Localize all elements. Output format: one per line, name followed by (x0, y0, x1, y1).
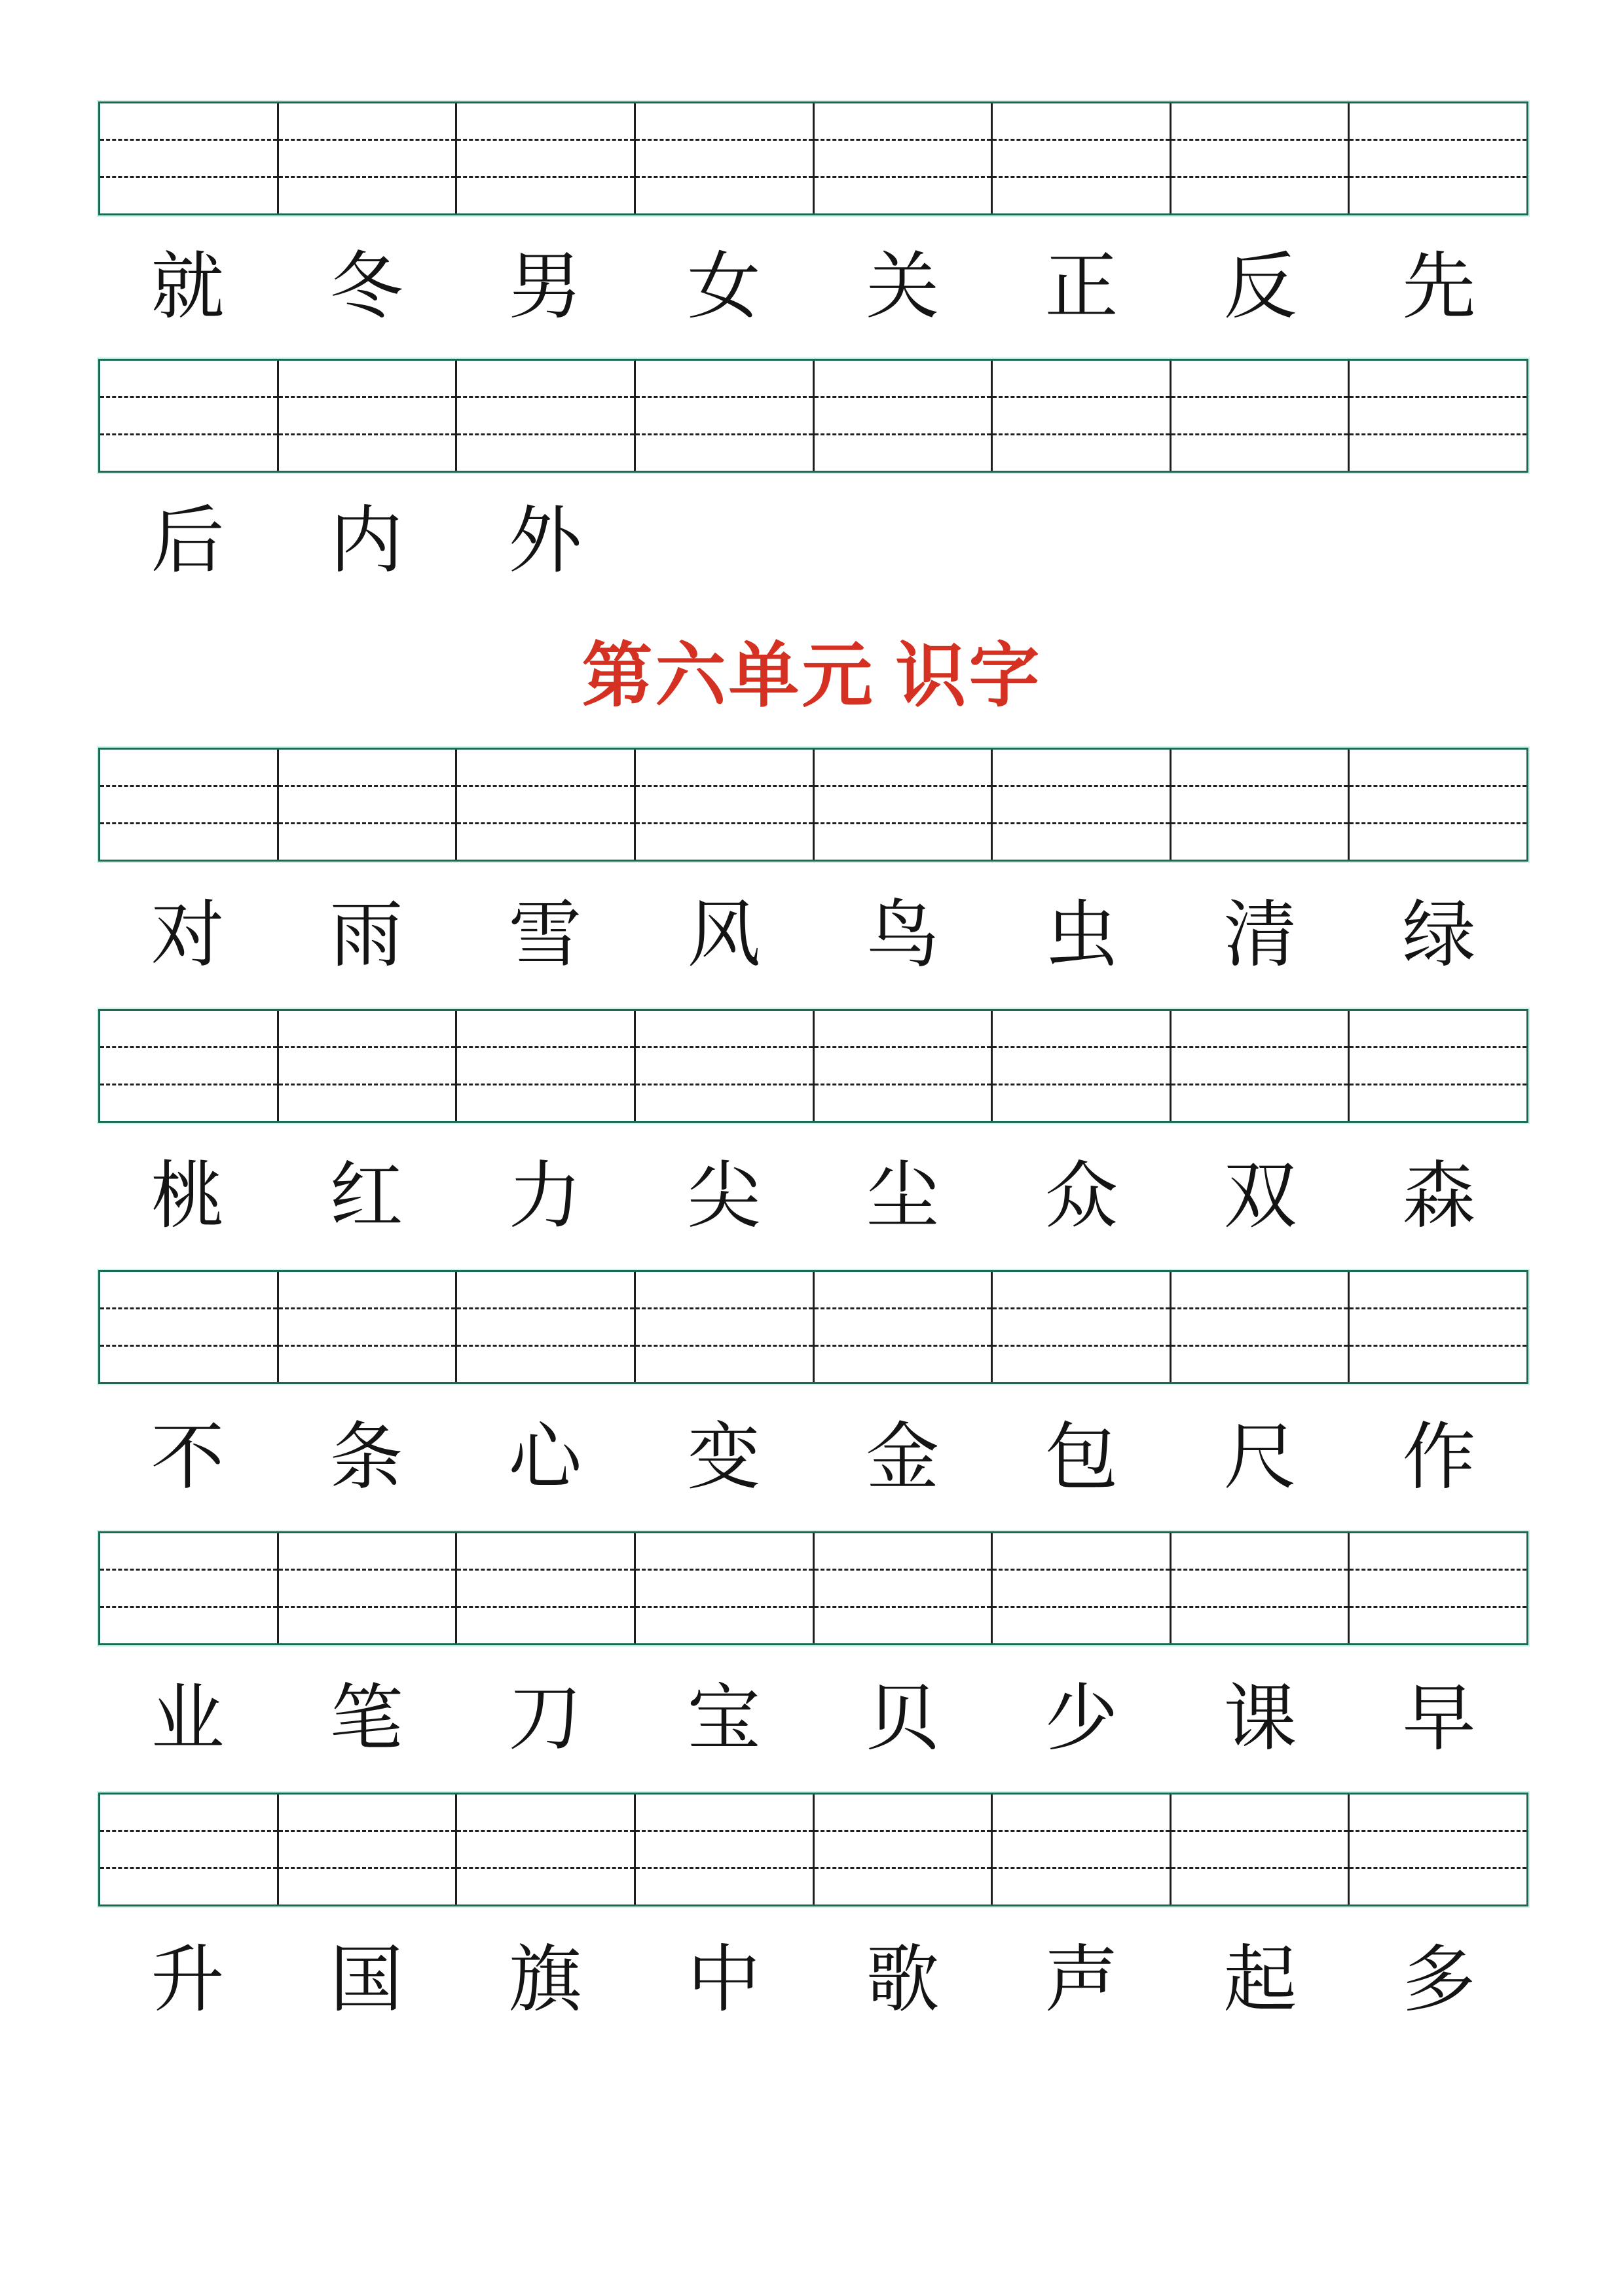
character: 心 (508, 1417, 582, 1499)
pinyin-line-space (993, 1272, 1170, 1309)
pinyin-line-space (636, 398, 813, 435)
pinyin-line-space (1350, 1048, 1526, 1085)
pinyin-line-space (279, 361, 456, 398)
pinyin-line-space (1172, 1272, 1348, 1309)
pinyin-line-space (1350, 141, 1526, 178)
pinyin-line-space (636, 1832, 813, 1869)
pinyin-line-space (457, 178, 634, 213)
unit-title: 第六单元 识字 (581, 637, 1043, 716)
pinyin-line-space (457, 1011, 634, 1048)
pinyin-line-space (993, 1869, 1170, 1904)
pinyin-line-space (1350, 1795, 1526, 1832)
pinyin-line-space (815, 1347, 991, 1382)
character: 众 (1044, 1156, 1118, 1237)
pinyin-line-space (1350, 1608, 1526, 1643)
pinyin-line-space (815, 1048, 991, 1085)
character: 中 (687, 1939, 761, 2021)
character: 起 (1223, 1939, 1297, 2021)
character: 虫 (1044, 894, 1118, 976)
character: 业 (151, 1678, 225, 1760)
pinyin-line-space (815, 435, 991, 471)
character-row-6 (98, 1645, 1528, 1793)
pinyin-line-space (100, 1795, 277, 1832)
pinyin-cell (457, 1795, 636, 1904)
pinyin-line-space (993, 1085, 1170, 1121)
pinyin-cell (1350, 1795, 1526, 1904)
character: 雪 (508, 894, 582, 976)
pinyin-line-space (993, 435, 1170, 471)
pinyin-line-space (1350, 1085, 1526, 1121)
pinyin-line-space (100, 1533, 277, 1571)
pinyin-line-space (279, 1347, 456, 1382)
pinyin-line-space (1350, 398, 1526, 435)
pinyin-line-space (100, 141, 277, 178)
character: 作 (1402, 1417, 1476, 1499)
pinyin-line-space (1350, 750, 1526, 787)
pinyin-line-space (457, 1795, 634, 1832)
pinyin-line-space (815, 361, 991, 398)
pinyin-cell (1350, 103, 1526, 213)
character-row-2 (98, 473, 1528, 610)
pinyin-line-space (100, 398, 277, 435)
pinyin-line-space (993, 1533, 1170, 1571)
pinyin-line-space (993, 787, 1170, 824)
character: 刀 (508, 1678, 582, 1760)
pinyin-line-space (279, 435, 456, 471)
pinyin-line-space (636, 361, 813, 398)
pinyin-line-space (1350, 361, 1526, 398)
character: 冬 (329, 246, 403, 328)
pinyin-line-space (636, 1048, 813, 1085)
pinyin-line-space (100, 1272, 277, 1309)
pinyin-cell (279, 1533, 458, 1643)
pinyin-cell (100, 1795, 279, 1904)
pinyin-cell (100, 750, 279, 860)
pinyin-line-space (457, 750, 634, 787)
pinyin-line-space (636, 750, 813, 787)
pinyin-line-space (457, 1309, 634, 1347)
pinyin-line-space (279, 750, 456, 787)
pinyin-line-space (815, 141, 991, 178)
pinyin-cell (815, 361, 993, 471)
pinyin-line-space (815, 824, 991, 860)
pinyin-grid-2 (98, 359, 1528, 473)
pinyin-cell (279, 1272, 458, 1382)
pinyin-cell (636, 1533, 815, 1643)
character: 不 (151, 1417, 225, 1499)
pinyin-line-space (279, 1309, 456, 1347)
character: 尘 (866, 1156, 940, 1237)
character: 风 (687, 894, 761, 976)
pinyin-line-space (100, 750, 277, 787)
pinyin-line-space (100, 1347, 277, 1382)
pinyin-line-space (993, 1795, 1170, 1832)
character: 早 (1402, 1678, 1476, 1760)
character: 就 (151, 246, 225, 328)
pinyin-cell (457, 103, 636, 213)
pinyin-cell (1172, 361, 1350, 471)
pinyin-line-space (457, 435, 634, 471)
pinyin-line-space (636, 1533, 813, 1571)
character-row-5 (98, 1384, 1528, 1531)
pinyin-line-space (1172, 1048, 1348, 1085)
pinyin-line-space (1350, 787, 1526, 824)
pinyin-line-space (1172, 1533, 1348, 1571)
pinyin-line-space (1172, 1869, 1348, 1904)
character: 尖 (687, 1156, 761, 1237)
character: 女 (687, 246, 761, 328)
pinyin-cell (815, 750, 993, 860)
pinyin-line-space (815, 1272, 991, 1309)
pinyin-cell (993, 750, 1172, 860)
character: 外 (508, 501, 582, 582)
pinyin-cell (457, 750, 636, 860)
pinyin-line-space (993, 178, 1170, 213)
pinyin-line-space (279, 1832, 456, 1869)
pinyin-cell (1350, 1533, 1526, 1643)
pinyin-grid-7 (98, 1793, 1528, 1906)
pinyin-line-space (100, 1048, 277, 1085)
pinyin-line-space (636, 1795, 813, 1832)
pinyin-cell (993, 1011, 1172, 1121)
pinyin-line-space (1172, 1347, 1348, 1382)
character: 笔 (329, 1678, 403, 1760)
pinyin-cell (1172, 1533, 1350, 1643)
pinyin-line-space (1350, 824, 1526, 860)
pinyin-line-space (1350, 1309, 1526, 1347)
pinyin-line-space (100, 1085, 277, 1121)
pinyin-line-space (1350, 103, 1526, 141)
pinyin-line-space (1350, 1869, 1526, 1904)
pinyin-line-space (100, 103, 277, 141)
pinyin-cell (636, 1272, 815, 1382)
pinyin-line-space (636, 435, 813, 471)
pinyin-line-space (1350, 1533, 1526, 1571)
pinyin-line-space (279, 1011, 456, 1048)
pinyin-line-space (457, 824, 634, 860)
pinyin-line-space (815, 1571, 991, 1608)
pinyin-line-space (457, 1533, 634, 1571)
pinyin-cell (815, 1533, 993, 1643)
pinyin-line-space (1172, 750, 1348, 787)
character: 变 (687, 1417, 761, 1499)
character: 先 (1402, 246, 1476, 328)
pinyin-line-space (279, 1608, 456, 1643)
character: 少 (1044, 1678, 1118, 1760)
pinyin-line-space (815, 750, 991, 787)
character: 森 (1402, 1156, 1476, 1237)
pinyin-line-space (815, 1832, 991, 1869)
pinyin-cell (993, 1795, 1172, 1904)
pinyin-line-space (636, 178, 813, 213)
pinyin-line-space (636, 787, 813, 824)
pinyin-line-space (100, 178, 277, 213)
pinyin-grid-5 (98, 1270, 1528, 1384)
pinyin-line-space (815, 1795, 991, 1832)
pinyin-line-space (457, 398, 634, 435)
pinyin-line-space (1172, 103, 1348, 141)
pinyin-line-space (279, 1272, 456, 1309)
pinyin-line-space (636, 1309, 813, 1347)
character: 内 (329, 501, 403, 582)
pinyin-cell (100, 361, 279, 471)
character: 升 (151, 1939, 225, 2021)
pinyin-line-space (993, 1309, 1170, 1347)
pinyin-line-space (1350, 178, 1526, 213)
pinyin-cell (1172, 1795, 1350, 1904)
pinyin-line-space (815, 178, 991, 213)
pinyin-line-space (1172, 1571, 1348, 1608)
pinyin-line-space (279, 1869, 456, 1904)
pinyin-line-space (815, 1869, 991, 1904)
pinyin-cell (993, 1272, 1172, 1382)
pinyin-line-space (815, 787, 991, 824)
pinyin-line-space (993, 824, 1170, 860)
pinyin-line-space (815, 398, 991, 435)
pinyin-cell (993, 103, 1172, 213)
pinyin-line-space (1350, 1011, 1526, 1048)
pinyin-line-space (457, 1272, 634, 1309)
pinyin-cell (636, 1795, 815, 1904)
pinyin-cell (815, 1795, 993, 1904)
character: 雨 (329, 894, 403, 976)
character: 关 (866, 246, 940, 328)
character: 正 (1044, 246, 1118, 328)
pinyin-line-space (1350, 1347, 1526, 1382)
pinyin-line-space (1350, 1571, 1526, 1608)
pinyin-line-space (100, 787, 277, 824)
pinyin-grid-6 (98, 1531, 1528, 1645)
pinyin-line-space (457, 1608, 634, 1643)
character: 国 (329, 1939, 403, 2021)
character: 男 (508, 246, 582, 328)
pinyin-line-space (100, 361, 277, 398)
pinyin-cell (993, 361, 1172, 471)
pinyin-line-space (279, 787, 456, 824)
character: 后 (151, 501, 225, 582)
pinyin-line-space (1172, 1011, 1348, 1048)
pinyin-line-space (1172, 1608, 1348, 1643)
pinyin-line-space (993, 1608, 1170, 1643)
pinyin-line-space (815, 103, 991, 141)
pinyin-line-space (457, 103, 634, 141)
pinyin-line-space (279, 141, 456, 178)
pinyin-line-space (457, 787, 634, 824)
pinyin-line-space (1172, 398, 1348, 435)
pinyin-line-space (815, 1608, 991, 1643)
pinyin-line-space (457, 1347, 634, 1382)
pinyin-line-space (457, 141, 634, 178)
pinyin-line-space (1172, 1085, 1348, 1121)
pinyin-line-space (1172, 1795, 1348, 1832)
character-row-1 (98, 215, 1528, 359)
character: 课 (1223, 1678, 1297, 1760)
character: 声 (1044, 1939, 1118, 2021)
pinyin-line-space (457, 1869, 634, 1904)
pinyin-line-space (279, 1048, 456, 1085)
pinyin-line-space (636, 1085, 813, 1121)
pinyin-cell (1172, 1011, 1350, 1121)
character: 条 (329, 1417, 403, 1499)
pinyin-cell (279, 1795, 458, 1904)
character: 贝 (866, 1678, 940, 1760)
pinyin-line-space (100, 435, 277, 471)
pinyin-line-space (457, 1048, 634, 1085)
pinyin-line-space (1172, 787, 1348, 824)
character: 清 (1223, 894, 1297, 976)
pinyin-cell (636, 750, 815, 860)
pinyin-line-space (993, 103, 1170, 141)
pinyin-line-space (636, 1347, 813, 1382)
pinyin-cell (457, 1272, 636, 1382)
pinyin-line-space (1172, 1309, 1348, 1347)
pinyin-line-space (993, 1832, 1170, 1869)
character: 绿 (1402, 894, 1476, 976)
pinyin-line-space (100, 1869, 277, 1904)
pinyin-line-space (993, 398, 1170, 435)
character-row-3 (98, 862, 1528, 1009)
character-row-7 (98, 1906, 1528, 2054)
pinyin-cell (1350, 750, 1526, 860)
pinyin-cell (1350, 1011, 1526, 1121)
pinyin-line-space (279, 1571, 456, 1608)
pinyin-line-space (279, 1085, 456, 1121)
pinyin-cell (636, 103, 815, 213)
character: 反 (1223, 246, 1297, 328)
character: 歌 (866, 1939, 940, 2021)
pinyin-grid-1 (98, 101, 1528, 215)
pinyin-line-space (993, 1571, 1170, 1608)
pinyin-line-space (457, 1085, 634, 1121)
pinyin-line-space (100, 1309, 277, 1347)
character: 多 (1402, 1939, 1476, 2021)
character: 旗 (508, 1939, 582, 2021)
pinyin-cell (457, 1533, 636, 1643)
pinyin-line-space (1172, 1832, 1348, 1869)
pinyin-line-space (100, 1608, 277, 1643)
character: 红 (329, 1156, 403, 1237)
pinyin-cell (100, 1011, 279, 1121)
pinyin-line-space (636, 1608, 813, 1643)
pinyin-cell (279, 103, 458, 213)
pinyin-line-space (993, 361, 1170, 398)
pinyin-cell (636, 361, 815, 471)
pinyin-line-space (636, 1272, 813, 1309)
pinyin-line-space (279, 1533, 456, 1571)
pinyin-line-space (815, 1533, 991, 1571)
character: 鸟 (866, 894, 940, 976)
pinyin-line-space (1172, 435, 1348, 471)
pinyin-line-space (100, 1571, 277, 1608)
pinyin-line-space (636, 1011, 813, 1048)
pinyin-line-space (636, 824, 813, 860)
pinyin-cell (100, 1533, 279, 1643)
character: 宝 (687, 1678, 761, 1760)
pinyin-line-space (457, 361, 634, 398)
pinyin-grid-3 (98, 748, 1528, 862)
pinyin-cell (457, 361, 636, 471)
pinyin-line-space (993, 1011, 1170, 1048)
pinyin-line-space (993, 141, 1170, 178)
pinyin-cell (1172, 750, 1350, 860)
pinyin-cell (100, 103, 279, 213)
pinyin-line-space (457, 1832, 634, 1869)
pinyin-cell (1172, 103, 1350, 213)
pinyin-line-space (1350, 1832, 1526, 1869)
pinyin-cell (1350, 361, 1526, 471)
pinyin-cell (993, 1533, 1172, 1643)
pinyin-cell (1350, 1272, 1526, 1382)
pinyin-line-space (815, 1309, 991, 1347)
pinyin-line-space (815, 1085, 991, 1121)
character: 双 (1223, 1156, 1297, 1237)
character: 尺 (1223, 1417, 1297, 1499)
pinyin-cell (100, 1272, 279, 1382)
pinyin-line-space (100, 1011, 277, 1048)
character-row-4 (98, 1123, 1528, 1270)
pinyin-line-space (279, 1795, 456, 1832)
pinyin-cell (279, 1011, 458, 1121)
pinyin-cell (1172, 1272, 1350, 1382)
pinyin-line-space (279, 103, 456, 141)
pinyin-line-space (1172, 824, 1348, 860)
pinyin-line-space (993, 1347, 1170, 1382)
pinyin-line-space (279, 824, 456, 860)
pinyin-cell (815, 1011, 993, 1121)
pinyin-line-space (1350, 435, 1526, 471)
pinyin-line-space (279, 398, 456, 435)
pinyin-line-space (1172, 178, 1348, 213)
character: 力 (508, 1156, 582, 1237)
pinyin-line-space (993, 1048, 1170, 1085)
pinyin-grid-4 (98, 1009, 1528, 1123)
character: 金 (866, 1417, 940, 1499)
pinyin-cell (815, 1272, 993, 1382)
pinyin-line-space (636, 1571, 813, 1608)
pinyin-line-space (1172, 361, 1348, 398)
pinyin-cell (279, 361, 458, 471)
pinyin-line-space (636, 141, 813, 178)
pinyin-line-space (100, 1832, 277, 1869)
pinyin-line-space (457, 1571, 634, 1608)
pinyin-line-space (1172, 141, 1348, 178)
pinyin-line-space (815, 1011, 991, 1048)
pinyin-line-space (279, 178, 456, 213)
pinyin-cell (815, 103, 993, 213)
pinyin-line-space (636, 103, 813, 141)
pinyin-line-space (100, 824, 277, 860)
character: 包 (1044, 1417, 1118, 1499)
pinyin-cell (636, 1011, 815, 1121)
pinyin-line-space (636, 1869, 813, 1904)
pinyin-cell (279, 750, 458, 860)
pinyin-cell (457, 1011, 636, 1121)
character: 桃 (151, 1156, 225, 1237)
pinyin-line-space (993, 750, 1170, 787)
character: 对 (151, 894, 225, 976)
pinyin-line-space (1350, 1272, 1526, 1309)
